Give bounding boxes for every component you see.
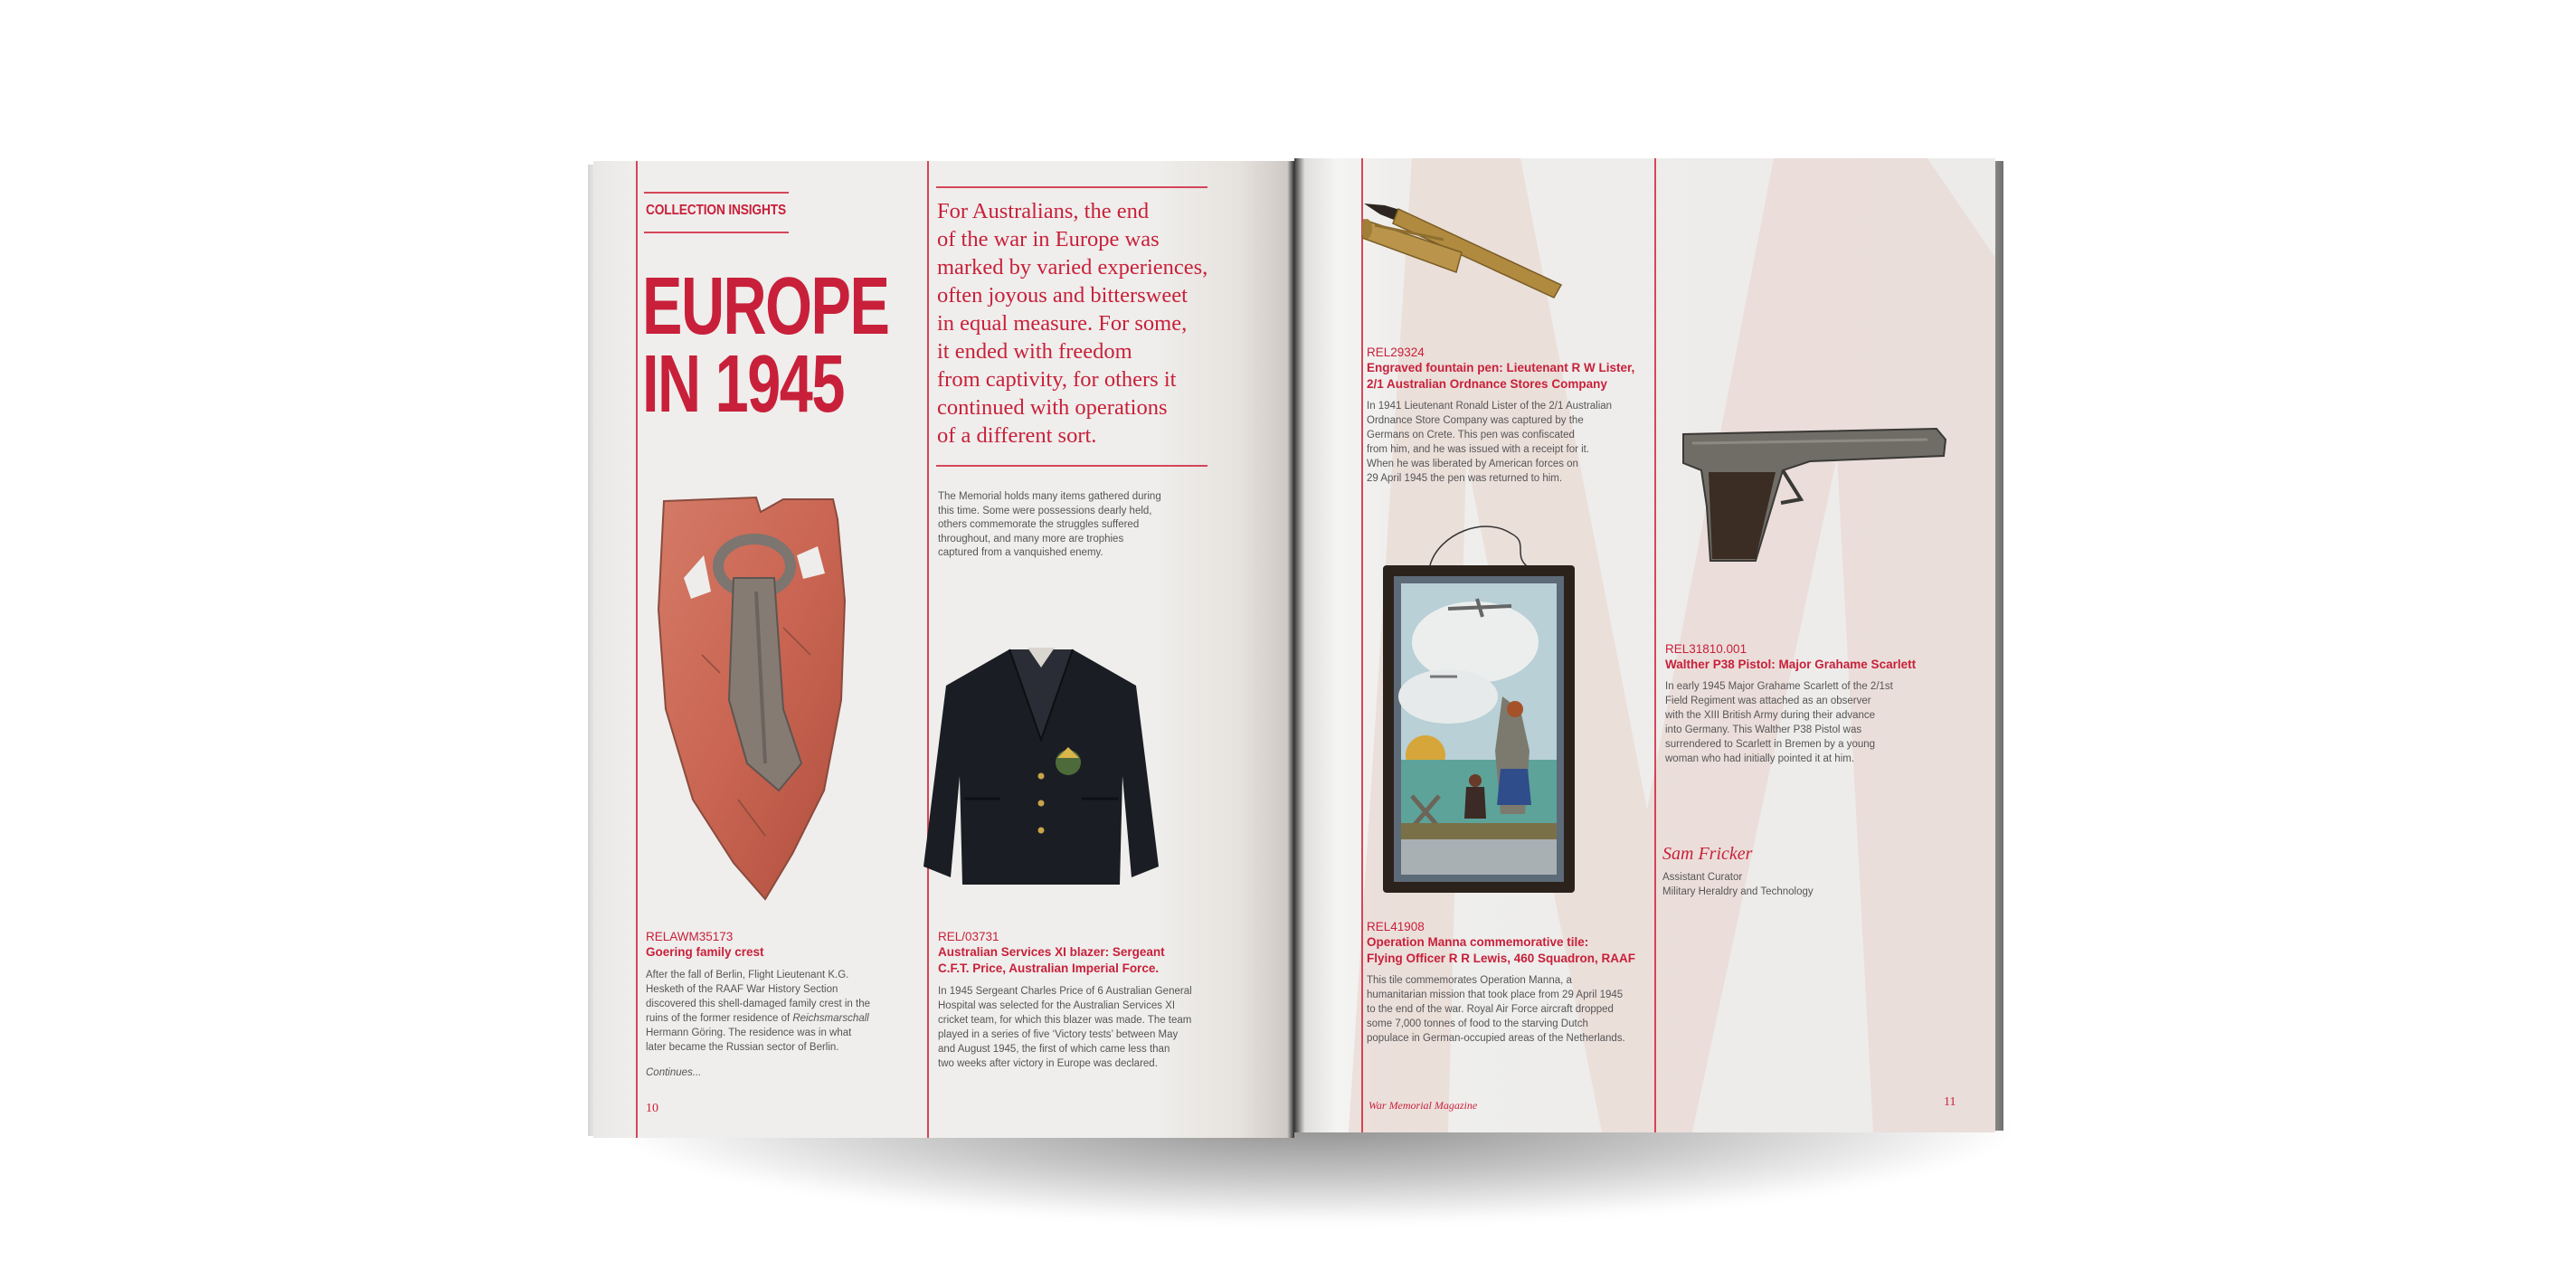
body-line: Hospital was selected for the Australian Services XI [938,1000,1176,1011]
standfirst-line: from captivity, for others it [937,367,1177,392]
body-line: woman who had initially pointed it at him. [1665,753,1855,764]
body-line: Hesketh of the RAAF War History Section [646,984,838,995]
object-title-line: Goering family crest [646,945,764,959]
standfirst-line: in equal measure. For some, [937,311,1188,336]
object-title [1367,360,1634,392]
body-line: surrendered to Scarlett in Bremen by a young [1665,739,1876,750]
author-department: Military Heraldry and Technology [1662,886,1814,897]
object-title-line: 2/1 Australian Ordnance Stores Company [1367,376,1607,391]
body-line: populace in German-occupied areas of the Netherlands. [1367,1033,1625,1044]
intro-paragraph [938,490,1161,561]
continues-note: Continues... [646,1067,702,1078]
standfirst-rule-top [936,186,1208,188]
standfirst-line: it ended with freedom [937,339,1132,364]
accession-number: REL29324 [1367,346,1425,359]
standfirst-line: of a different sort. [937,423,1097,448]
object-title [1665,657,1916,673]
body-line: In early 1945 Major Grahame Scarlett of the 2/1st [1665,681,1893,692]
column-rule [1361,158,1363,1132]
body-line [646,1011,908,1026]
body-line: When he was liberated by American forces on [1367,459,1578,469]
body-line: After the fall of Berlin, Flight Lieutenant K.G. [646,970,849,980]
body-line: 29 April 1945 the pen was returned to him. [1367,473,1563,484]
fountain-pen-image [1362,185,1570,303]
body-line: Germans on Crete. This pen was confiscated [1367,430,1575,440]
body-line: from him, and he was issued with a receipt for it. [1367,444,1590,455]
standfirst-line: of the war in Europe was [937,227,1160,251]
object-description [1367,399,1647,486]
column-rule [1654,158,1656,1132]
body-line: into Germany. This Walther P38 Pistol was [1665,724,1862,735]
page-number-left: 10 [646,1102,658,1115]
standfirst-line: marked by varied experiences, [937,255,1208,279]
accession-number: RELAWM35173 [646,930,734,943]
body-line: with the XIII British Army during their advance [1665,710,1876,721]
body-line: some 7,000 tonnes of food to the starving Dutch [1367,1018,1588,1029]
italic-term: Reichsmarschall [792,1013,869,1024]
object-title-line: Walther P38 Pistol: Major Grahame Scarlett [1665,658,1917,671]
body-line: Hermann Göring. The residence was in what [646,1028,852,1038]
title-line: EUROPE [642,261,889,352]
page-title [642,261,889,430]
kicker-rule-top [644,192,789,194]
body-line: This tile commemorates Operation Manna, a [1367,975,1572,986]
right-page [1294,158,1995,1132]
left-page [593,161,1294,1138]
magazine-footer-title: War Memorial Magazine [1368,1099,1478,1112]
standfirst-line: For Australians, the end [937,199,1150,223]
intro-line: captured from a vanquished enemy. [938,547,1103,558]
page-number-right: 11 [1944,1095,1956,1109]
body-line: Field Regiment was attached as an observer [1665,696,1871,706]
standfirst-line: continued with operations [937,395,1168,420]
section-kicker: COLLECTION INSIGHTS [646,203,786,218]
walther-p38-pistol-image [1674,416,1950,565]
intro-line: The Memorial holds many items gathered during [938,491,1161,502]
standfirst [937,197,1208,450]
body-line: later became the Russian sector of Berlin. [646,1042,839,1053]
object-description [1665,679,1937,766]
standfirst-rule-bottom [936,465,1208,467]
author-name: Sam Fricker [1662,844,1753,864]
body-line: humanitarian mission that took place from 29 April 1945 [1367,990,1624,1000]
page-stack-right [1994,161,2003,1131]
object-description [646,968,908,1055]
object-title [646,944,764,961]
goering-family-crest-image [648,492,874,908]
body-line: cricket team, for which this blazer was made. The team [938,1015,1192,1026]
accession-number: REL41908 [1367,920,1425,933]
body-line: two weeks after victory in Europe was declared. [938,1058,1158,1069]
object-title [1367,934,1635,966]
title-line: IN 1945 [642,339,844,430]
body-line: and August 1945, the first of which came less than [938,1044,1170,1055]
accession-number: REL/03731 [938,930,999,943]
column-rule [636,161,638,1138]
object-title-line: C.F.T. Price, Australian Imperial Force. [938,961,1160,975]
kicker-rule-bottom [644,232,789,233]
object-title-line: Engraved fountain pen: Lieutenant R W Lister, [1367,361,1635,374]
object-title-line: Operation Manna commemorative tile: [1367,935,1589,949]
author-role: Assistant Curator [1662,872,1743,883]
intro-line: others commemorate the struggles suffered [938,519,1140,530]
body-text: ruins of the former residence of [646,1013,793,1024]
body-line: played in a series of five ‘Victory tests’ between May [938,1029,1179,1040]
object-title-line: Australian Services XI blazer: Sergeant [938,945,1165,959]
intro-line: throughout, and many more are trophies [938,533,1124,545]
object-title [938,944,1165,976]
operation-manna-tile-image [1376,516,1579,895]
body-line: to the end of the war. Royal Air Force aircraft dropped [1367,1004,1614,1015]
services-xi-blazer-image [910,640,1172,894]
body-line: discovered this shell-damaged family crest in the [646,999,871,1009]
standfirst-line: often joyous and bittersweet [937,283,1188,308]
body-line: In 1941 Lieutenant Ronald Lister of the 2/1 Australian [1367,401,1613,412]
accession-number: REL31810.001 [1665,642,1747,656]
object-description [938,984,1227,1071]
object-title-line: Flying Officer R R Lewis, 460 Squadron, RAAF [1367,951,1636,965]
intro-line: this time. Some were possessions dearly held, [938,505,1152,516]
object-description [1367,973,1652,1046]
body-line: Ordnance Store Company was captured by the [1367,415,1584,426]
body-line: In 1945 Sergeant Charles Price of 6 Australian General [938,986,1192,997]
